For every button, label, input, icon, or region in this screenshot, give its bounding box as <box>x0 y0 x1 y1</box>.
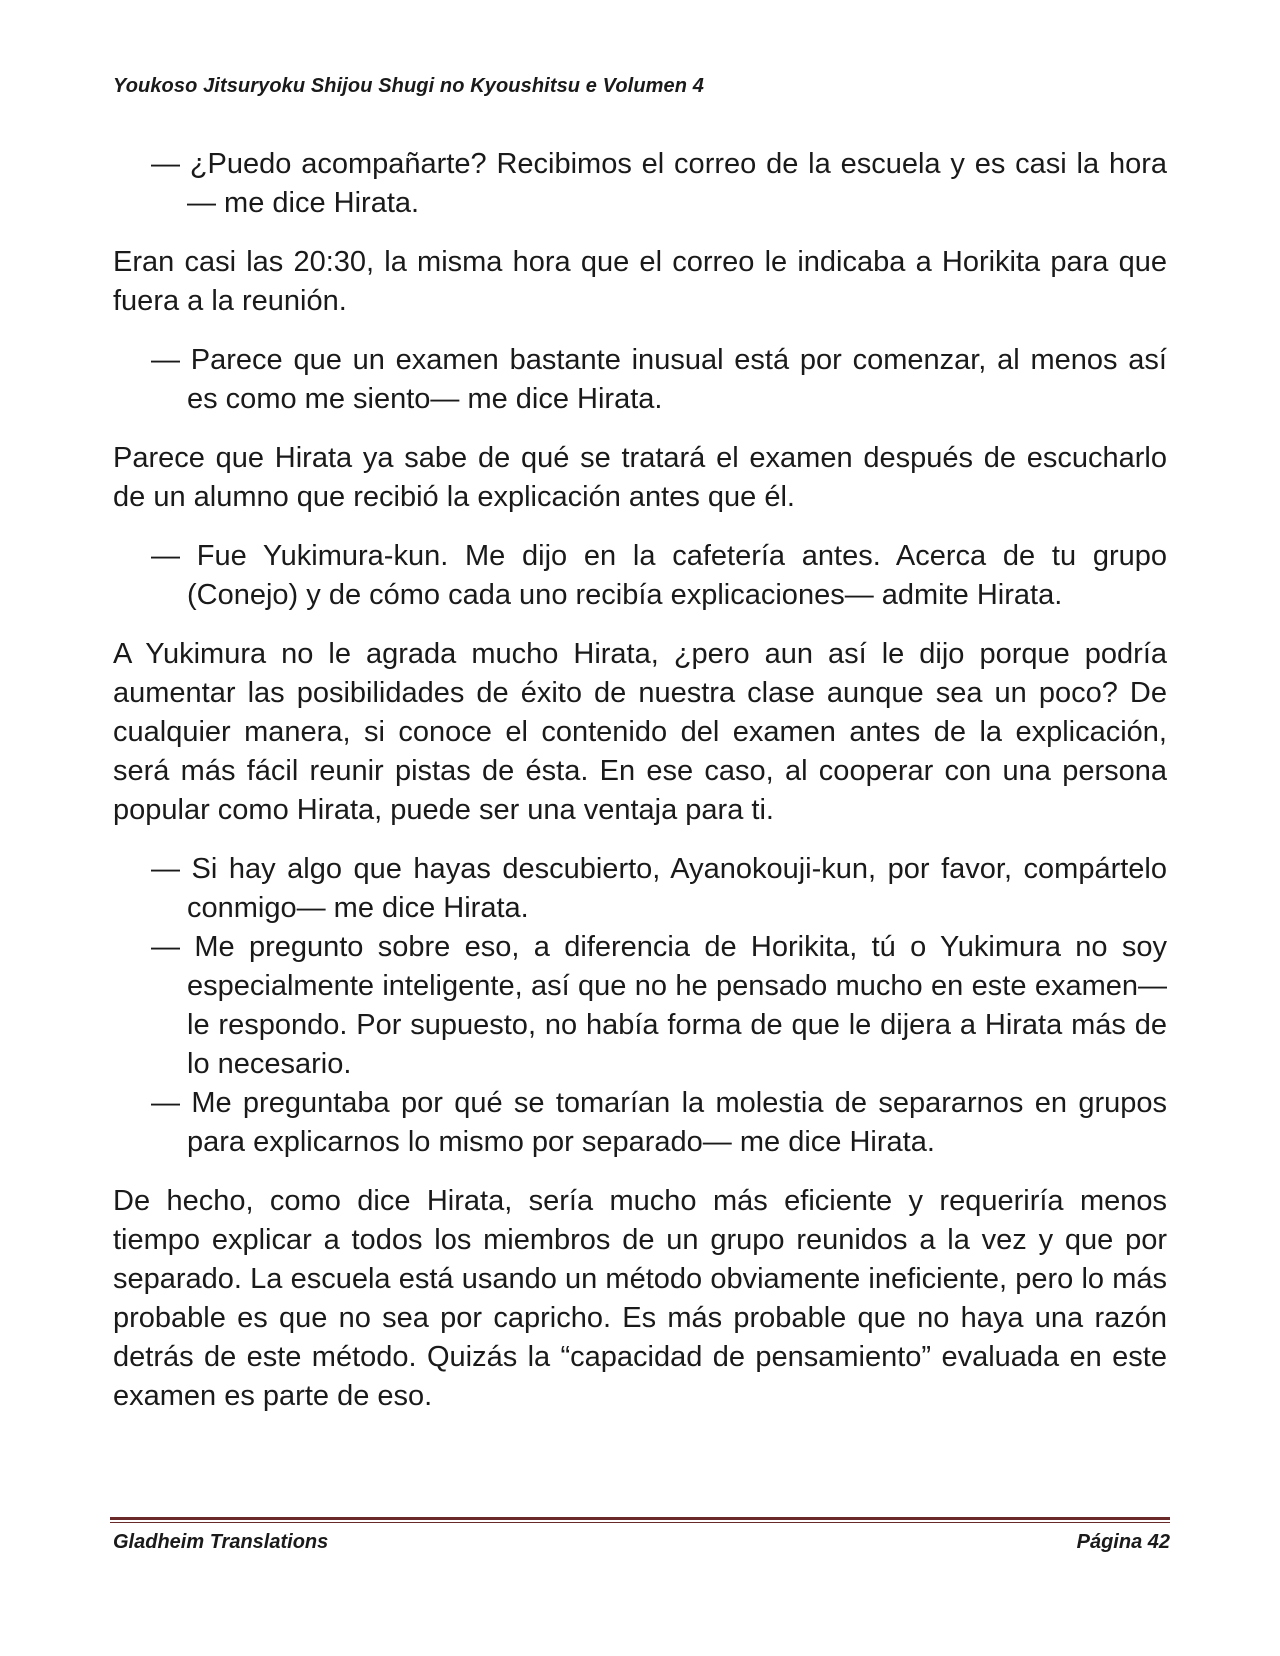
paragraph: De hecho, como dice Hirata, sería mucho más eficiente y requeriría menos tiempo explicar a todos los miembros de un grupo reunidos a la vez y que por separado. La escuela está usando un método obviamente ineficiente, pero lo más probable es que no sea por capricho. Es más probable que no haya una razón detrás de este método. Quizás la “capacidad de pensamiento” evaluada en este examen es parte de eso. <box>113 1185 1167 1412</box>
footer-divider <box>110 1517 1170 1523</box>
dialogue-block <box>113 341 1167 419</box>
dialogue-line: — Fue Yukimura-kun. Me dijo en la cafetería antes. Acerca de tu grupo (Conejo) y de cómo cada uno recibía explicaciones— admite Hirata. <box>151 540 1167 611</box>
footer-translator: Gladheim Translations <box>113 1531 329 1553</box>
page-body <box>113 145 1167 1436</box>
dialogue-line: — Parece que un examen bastante inusual está por comenzar, al menos así es como me siento— me dice Hirata. <box>151 344 1167 415</box>
dialogue-line: — Me preguntaba por qué se tomarían la molestia de separarnos en grupos para explicarnos lo mismo por separado— me dice Hirata. <box>151 1087 1167 1158</box>
dialogue-block <box>113 537 1167 615</box>
dialogue-block <box>113 850 1167 1162</box>
page-header-title: Youkoso Jitsuryoku Shijou Shugi no Kyoushitsu e Volumen 4 <box>113 75 704 97</box>
paragraph: A Yukimura no le agrada mucho Hirata, ¿pero aun así le dijo porque podría aumentar las posibilidades de éxito de nuestra clase aunque sea un poco? De cualquier manera, si conoce el contenido del examen antes de la explicación, será más fácil reunir pistas de ésta. En ese caso, al cooperar con una persona popular como Hirata, puede ser una ventaja para ti. <box>113 638 1167 826</box>
dialogue-line: — Si hay algo que hayas descubierto, Ayanokouji-kun, por favor, compártelo conmigo— me dice Hirata. <box>151 853 1167 924</box>
paragraph: Eran casi las 20:30, la misma hora que el correo le indicaba a Horikita para que fuera a la reunión. <box>113 246 1167 317</box>
dialogue-line: — ¿Puedo acompañarte? Recibimos el correo de la escuela y es casi la hora— me dice Hirata. <box>151 148 1167 219</box>
footer-page-number: Página 42 <box>1076 1531 1170 1553</box>
paragraph: Parece que Hirata ya sabe de qué se tratará el examen después de escucharlo de un alumno que recibió la explicación antes que él. <box>113 442 1167 513</box>
dialogue-block <box>113 145 1167 223</box>
dialogue-line: — Me pregunto sobre eso, a diferencia de Horikita, tú o Yukimura no soy especialmente inteligente, así que no he pensado mucho en este examen— le respondo. Por supuesto, no había forma de que le dijera a Hirata más de lo necesario. <box>151 931 1167 1080</box>
